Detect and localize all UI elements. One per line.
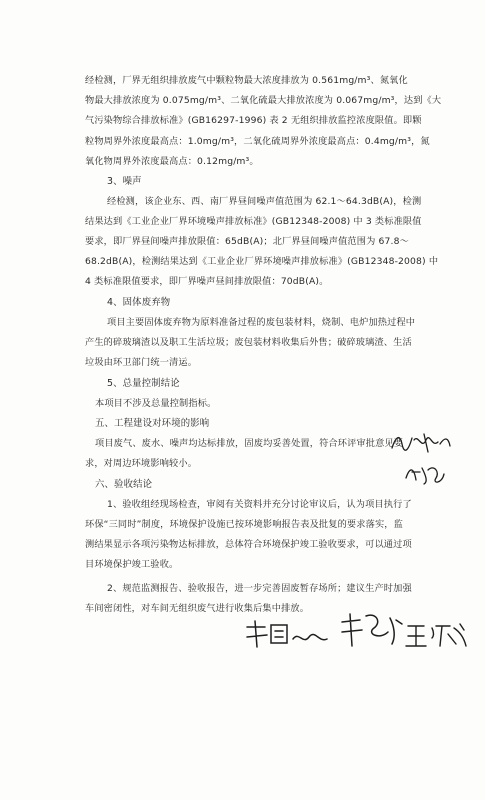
signature-bottom-2 <box>336 610 406 650</box>
section-heading: 3、噪声 <box>107 176 142 187</box>
text-line: 项目主要固体废弃物为原料准备过程的废包装材料，烧制、电炉加热过程中 <box>107 317 416 328</box>
text-line: 氧化物周界外浓度最高点：0.12mg/m³。 <box>85 156 259 167</box>
text-line: 经检测，该企业东、西、南厂界昼间噪声值范围为 62.1～64.3dB(A)，检测 <box>107 196 422 207</box>
section-heading: 六、验收结论 <box>95 479 153 490</box>
text-line: 目环境保护竣工验收。 <box>85 559 179 570</box>
text-line: 68.2dB(A)，检测结果达到《工业企业厂界环境噪声排放标准》(GB12348-2008) 中 <box>85 256 439 267</box>
text-line: 测结果显示各项污染物达标排放，总体符合环境保护竣工验收要求，可以通过项 <box>85 539 412 550</box>
text-line: 气污染物综合排放标准》(GB16297-1996) 表 2 无组织排放监控浓度限值。即颗 <box>85 115 422 126</box>
signature-bottom-1 <box>243 617 331 651</box>
text-line: 环保“三同时”制度，环境保护设施已按环境影响报告表及批复的要求落实，监 <box>85 519 403 530</box>
text-line: 产生的碎玻璃渣以及职工生活垃圾；废包装材料收集后外售；破碎玻璃渣、生活 <box>85 337 412 348</box>
text-line: 2、规范监测报告、验收报告，进一步完善固废暂存场所；建议生产时加强 <box>107 583 412 594</box>
signature-right-bottom <box>402 462 448 486</box>
text-line: 1、验收组经现场检查，审阅有关资料并充分讨论审议后，认为项目执行了 <box>107 499 412 510</box>
text-line: 物最大排放浓度为 0.075mg/m³、二氧化硫最大排放浓度为 0.067mg/m³，达到《大 <box>85 95 442 106</box>
signature-bottom-3 <box>404 620 470 650</box>
text-line: 求，对周边环境影响较小。 <box>85 458 198 469</box>
text-line: 本项目不涉及总量控制指标。 <box>95 398 217 409</box>
section-heading: 5、总量控制结论 <box>107 378 180 389</box>
text-line: 粒物周界外浓度最高点：1.0mg/m³，二氧化硫周界外浓度最高点：0.4mg/m³，氮 <box>85 136 430 147</box>
section-heading: 五、工程建设对环境的影响 <box>95 418 210 429</box>
text-line: 要求，即厂界昼间噪声排放限值：65dB(A)；北厂界昼间噪声值范围为 67.8～ <box>85 236 409 247</box>
text-line: 垃圾由环卫部门统一清运。 <box>85 357 198 368</box>
text-line: 结果达到《工业企业厂界环境噪声排放标准》(GB12348-2008) 中 3 类标准限值 <box>85 216 422 227</box>
section-heading: 4、固体废弃物 <box>107 297 171 308</box>
text-line: 4 类标准限值要求，即厂界噪声昼间排放限值：70dB(A)。 <box>85 276 329 287</box>
text-line: 项目废气、废水、噪声均达标排放，固废均妥善处置，符合环评审批意见要 <box>95 438 404 449</box>
signature-right-top <box>388 430 458 456</box>
text-line: 车间密闭性，对车间无组织废气进行收集后集中排放。 <box>85 603 310 614</box>
text-line: 经检测，厂界无组织排放废气中颗粒物最大浓度排放为 0.561mg/m³、氮氧化 <box>85 75 408 86</box>
